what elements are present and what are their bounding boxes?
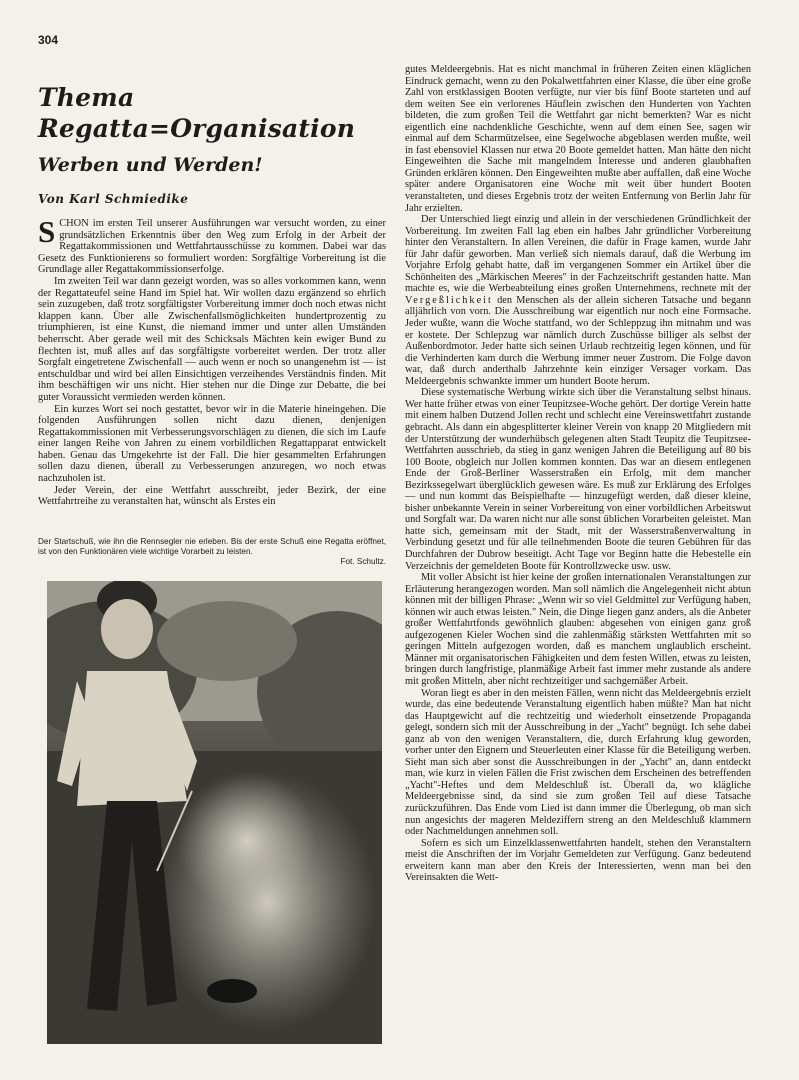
body-paragraph: Diese systematische Werbung wirkte sich über die Veranstaltung selbst hinaus. Wer hatte früher etwas von einer Teupitzsee-Woche gehört. Der dortige Verein hatte mit einem halben Dutzend Jollen recht und schlecht eine Vereinswettfahrt zustande gebracht. Als dann ein abgesplitterter kleiner Verein von knapp 20 Mitgliedern mit der Unterstützung der wunderhübsch gelegenen alten Stadt Teupitz die Teupitzsee-Wettfahrten ausschrieb, da stieg in ganz wenigen Jahren die Beteiligung auf 80 bis 100 Boote, obgleich nur Jollen kommen konnten. Das war an diesem entlegenen Ende der Groß-Berliner Wasserstraßen ein Erfolg, mit dem mancher Bezirkssegelwart überglücklich gewesen wäre. Es muß zur Erklärung des Erfolges — und nun kommt das Beispielhafte — hinzugefügt werden, daß dieser kleine, bisher unbekannte Verein in seiner Vorbereitung von einer vorbildlichen Arbeitswut und Sorgfalt war. Da waren nicht nur alle sonst üblichen Vorarbeiten geleistet. Man hatte sich, gemeinsam mit der Stadt, mit der Wasserstraßenverwaltung in Verbindung gesetzt und für alle teilnehmenden Boote die teuren Gebühren für das Durchfahren der Dubrow beseitigt. Acht Tage vor Beginn hatte die Hebestelle ein Verzeichnis der gemeldeten Boote für Kontrollzwecke usw. usw.	[405, 387, 751, 572]
body-paragraph: Woran liegt es aber in den meisten Fällen, wenn nicht das Meldeergebnis erzielt wurde, das eine bedeutende Veranstaltung eigentlich haben müßte? Man hat nicht das Hauptgewicht auf die rechtzeitig und wiederholt einsetzende Propaganda gelegt, sondern sich mit der Ausschreibung in der „Yacht" begnügt. Ich sehe dabei ganz ab von den wenigen Veranstaltern, die, durch Erfahrung klug geworden, vorher unter den Eignern und Steuerleuten einer Klasse für die Beteiligung werben. Sieht man sich aber sonst die Ausschreibungen in der „Yacht" an, dann entdeckt man, wie kurz in vielen Fällen die Frist zwischen dem Erscheinen des betreffenden „Yacht"-Heftes und dem Meldeschluß ist. Überall da, wo klägliche Meldeergebnisse sind, da sind sie zum großen Teil auf diese Tatsache zurückzuführen. Das Ende vom Lied ist dann immer die Überlegung, ob man sich nun angesichts der mageren Meldeziffern streng an den Meldeschluß klammern oder Nachmeldungen annehmen soll.	[405, 687, 751, 838]
photo-caption	[38, 537, 386, 568]
body-paragraph: gutes Meldeergebnis. Hat es nicht manchmal in früheren Zeiten einen kläglichen Eindruck gemacht, wenn zu den Pokalwettfahrten einer Klasse, die über eine große Zahl von erstklassigen Booten verfügte, nur vier bis fünf Boote starteten und auf dem weiten See ein verlorenes Häuflein zwischen den Hunderten von Yachten bildeten, die zum großen Teil die Wettfahrt gar nicht bemerkten? War es nicht eigentlich eine nachdenkliche Geschichte, wenn auf dem einen See, sagen wir einmal auf dem Scharmützelsee, eine Segelwoche abgeblasen werden mußte, weil in fast ebensoviel Klassen nur etwa 20 Boote gemeldet hatten. Man hätte den nicht Eingeweihten die Sache mit mangelndem Interesse und anderen glaubhaften Gründen erklären können. Den Eingeweihten mußte aber auffallen, daß eine Woche später andere Organisatoren eine Woche mit weit über hundert Booten veranstalteten, und dieses Ergebnis trotz der weiten Entfernung von Berlin Jahr für Jahr erzielten.	[405, 64, 751, 214]
body-paragraph: Im zweiten Teil war dann gezeigt worden, was so alles vorkommen kann, wenn der Regattateufel seine Hand im Spiel hat. Wir wollen dazu ergänzend so ehrlich sein zuzugeben, daß trotz sorgfältigster Vorbereitung immer doch noch etwas nicht klappen kann. Über alle Zwischenfallsmöglichkeiten hundertprozentig zu triumphieren, ist eine Kunst, die niemand immer und unter allen Umständen beherrscht. Aber gerade weil mit des Schicksals Mächten kein ewiger Bund zu flechten ist, muß alles auf das sorgfältigste vorbereitet werden. Der trotz aller Sorgfalt eingetretene Zwischenfall — auch wenn er noch so unangenehm ist — ist entschuldbar und wird bei allen Einsichtigen verzeihendes Verständnis finden. Mit ihm beschäftigen wir uns nicht. Hier stehen nur die Dinge zur Debatte, die bei guter Voraussicht vermieden werden können.	[38, 275, 386, 403]
body-paragraph: Sofern es sich um Einzelklassenwettfahrten handelt, stehen den Veranstaltern meist die Anschriften der im Vorjahr Gemeldeten zur Verfügung. Ganz bedeutend erweitern kann man aber den Kreis der Interessierten, wenn man bei den Vereinsakten die Wett-	[405, 837, 751, 884]
body-paragraph: Ein kurzes Wort sei noch gestattet, bevor wir in die Materie hineingehen. Die folgenden Ausführungen sollen nicht dazu dienen, denjenigen Regattakommissionen mit Verbesserungsvorschlägen zu dienen, die sich im Laufe einer langen Reihe von Jahren zu einem vorbildlichen Regattapparat entwickelt haben. Genau das Umgekehrte ist der Fall. Die hier gesammelten Erfahrungen sollen dazu dienen, überall zu Verbesserungen anzuregen, wo noch etwas nachzuholen ist.	[38, 403, 386, 485]
lead-paragraph	[38, 214, 386, 276]
left-body	[38, 214, 386, 508]
photo-credit: Fot. Schultz.	[340, 557, 386, 567]
author-byline: Von Karl Schmiedike	[38, 192, 189, 206]
body-paragraph	[405, 214, 751, 387]
spaced-emphasis: Vergeßlichkeit	[405, 294, 493, 306]
photo-illustration	[47, 581, 382, 1044]
body-paragraph: Mit voller Absicht ist hier keine der großen internationalen Veranstaltungen zur Erläuterung herangezogen worden. Man soll nämlich die Angelegenheit nicht abtun können mit der billigen Phrase: „Wenn wir so viel Geldmittel zur Verfügung haben, können wir auch etwas leisten." Nein, die Dinge liegen ganz anders, als die Anbeter großer Wettfahrtfonds gewöhnlich glauben: abgesehen von einigen ganz groß aufgezogenen Kieler Wochen sind die zahlenmäßig stärksten Wettfahrten mit so geringen Mitteln aufgezogen worden, daß es manchem unglaublich erscheint. Männer mit organisatorischen Fähigkeiten und dem festen Willen, etwas zu leisten, bringen durch langfristige, planmäßige Arbeit fast immer mehr zustande als andere mit großen Mitteln, aber nicht rechtzeitiger und sachgemäßer Arbeit.	[405, 572, 751, 687]
body-paragraph: Jeder Verein, der eine Wettfahrt ausschreibt, jeder Bezirk, der eine Wettfahrtreihe zu veranstalten hat, wünscht als Erstes ein	[38, 484, 386, 508]
paragraph-part: Der Unterschied liegt einzig und allein in der verschiedenen Gründlichkeit der Vorbereitung. Im zweiten Fall lag eben ein halbes Jahr gründlicher Vorbereitung hinter den Veranstaltern. In allen Vereinen, die dafür in Frage kamen, wurde Jahr für Jahr dafür geworben. Man verließ sich niemals darauf, daß die Werbung im Vorjahre Erfolg gehabt hatte, daß im vergangenen Sommer ein Artikel über die Schönheiten des „Märkischen Meeres" in der Fachzeitschrift gestanden hatte. Man machte es, wie die Werbeabteilung eines großen Unternehmens, rechnete mit der	[405, 214, 751, 295]
right-body	[405, 64, 751, 884]
paragraph-part: den Menschen als der allein sicheren Tatsache und begann alljährlich von vorn. Die Ausschreibung war eigentlich nur noch eine Formsache. Jeder wußte, wann die Woche stattfand, wo der Schleppzug ihn mitnahm und was er kostete. Der Schlepzug war nämlich durch Zuschüsse billiger als selbst der Außenbordmotor. Jeder hatte sich seinen Urlaub rechtzeitig legen können, und für die Verhinderten kam durch die Werbung immer neuer Zustrom. Die Folge davon war, daß durch anderthalb Jahrzehnte kein einziger Versager vorkam. Das Meldeergebnis schwankte immer um hundert Boote herum.	[405, 294, 752, 387]
caption-text: Der Startschuß, wie ihn die Rennsegler nie erleben. Bis der erste Schuß eine Regatta eröffnet, ist von den Funktionären viele wichtige Vorarbeit zu leisten.	[38, 537, 386, 557]
left-column	[38, 82, 386, 508]
lead-text: CHON im ersten Teil unserer Ausführungen war versucht worden, zu einer grundsätzlichen Erkenntnis über den Weg zum Erfolg in der Arbeit der Regattakommissionen und Wettfahrtausschüsse zu kommen. Dabei war das Gesetz des Funktionierens so formuliert worden: Sorgfältige Vorbereitung ist die Grundlage aller Regattakommissionserfolge.	[38, 218, 386, 276]
article-title: Thema Regatta=Organisation	[38, 83, 356, 143]
page-number: 304	[38, 33, 59, 47]
starter-photo	[47, 581, 382, 1044]
article-subtitle: Werben und Werden!	[38, 154, 263, 176]
drop-cap: S	[38, 214, 56, 249]
right-column	[405, 64, 751, 884]
